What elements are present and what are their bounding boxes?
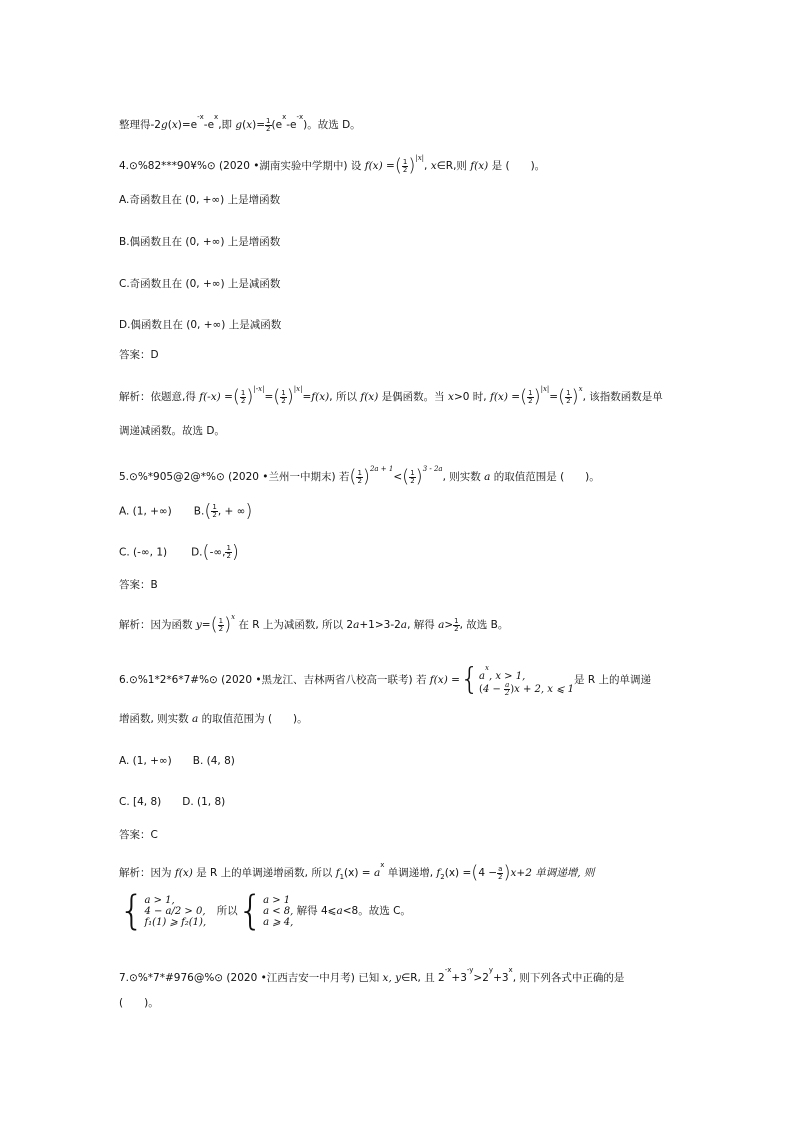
question-7: 7.⊙%*7*#976@%⊙ (2020 •江西吉安一中月考) 已知 x, y∈R, 且 $2^{-x}+3^{-y}>2^y+3^x$, 则下列各式中正确的是 [119, 966, 625, 984]
q5-analysis: 解析：因为函数 y=( $\frac{1}{2}$ )$^x$ 在 R 上为减函数, 所以 2a+1>3-2a, 解得 a> $\frac{1}{2}$ , 故选 B。 [119, 613, 509, 635]
q4-option-b: B.偶函数且在 (0, +∞) 上是增函数 [119, 236, 281, 248]
q4-analysis-cont: 调递减函数。故选 D。 [119, 425, 225, 437]
question-6-cont: 增函数, 则实数 a 的取值范围为 ( )。 [119, 713, 308, 725]
q4-option-c: C.奇函数且在 (0, +∞) 上是减函数 [119, 278, 281, 290]
question-6: 6.⊙%1*2*6*7#%⊙ (2020 •黑龙江、吉林两省八校高一联考) 若 f(x) ={ $a^x$, x > 1, (4 − $\frac{a}{2}$ )x + 2, x ⩽ 1 是 R 上的单调递 [119, 662, 651, 697]
question-5: 5.⊙%*905@2@*%⊙ (2020 •兰州一中期末) 若( $\frac{1}{2}$ )$^{2a + 1}$<( $\frac{1}{2}$ )$^{3 - 2a}$, 则实数 a 的取值范围是 ( )。 [119, 465, 600, 487]
q4-analysis: 解析：依题意,得 f(-x) =( $\frac{1}{2}$ )$^{|-x|}$=( $\frac{1}{2}$ )$^{|x|}$=f(x), 所以 f(x) 是偶函数。当 x>0 时, f(x) =( $\frac{1}{2}$ )$^{|x|}$=( $\frac{1}{2}$ )$^x$, 该指数函数是单 [119, 385, 663, 407]
question-4: 4.⊙%82***90¥%⊙ (2020 •湖南实验中学期中) 设 f(x) =( $\frac{1}{2}$ )$^{|x|}$, x∈R,则 f(x) 是 ( )。 [119, 154, 546, 176]
q5-options-cd: C. (-∞, 1) D.(-∞, $\frac{1}{2}$ ) [119, 541, 239, 563]
q6-systems: { a > 1, 4 − a/2 > 0, f₁(1) ⩾ f₂(1), 所以{ a > 1 a < 8, a ⩾ 4, 解得 4⩽a<8。故选 C。 [119, 888, 411, 934]
derivation-line: 整理得$-2g(x)=e^{-x}-e^x$,即 g(x)= $\frac{1}{2}$ $(e^x-e^{-x})$。故选 D。 [119, 113, 361, 133]
q5-answer: 答案：B [119, 579, 158, 591]
q4-option-a: A.奇函数且在 (0, +∞) 上是增函数 [119, 194, 281, 206]
q6-options-cd: C. [4, 8) D. (1, 8) [119, 796, 226, 808]
q6-options-ab: A. (1, +∞) B. (4, 8) [119, 755, 235, 767]
question-7-cont: ( )。 [119, 997, 159, 1009]
q6-answer: 答案：C [119, 829, 158, 841]
q5-options-ab: A. (1, +∞) B.( $\frac{1}{2}$ , + ∞) [119, 500, 253, 522]
q4-answer: 答案：D [119, 349, 159, 361]
q6-analysis: 解析：因为 f(x) 是 R 上的单调递增函数, 所以 $f_1(x) = a^x$ 单调递增, $f_2(x) =(4$ − $\frac{a}{2}$ )x+2 单调递增, 则 [119, 861, 595, 883]
q4-option-d: D.偶函数且在 (0, +∞) 上是减函数 [119, 319, 282, 331]
